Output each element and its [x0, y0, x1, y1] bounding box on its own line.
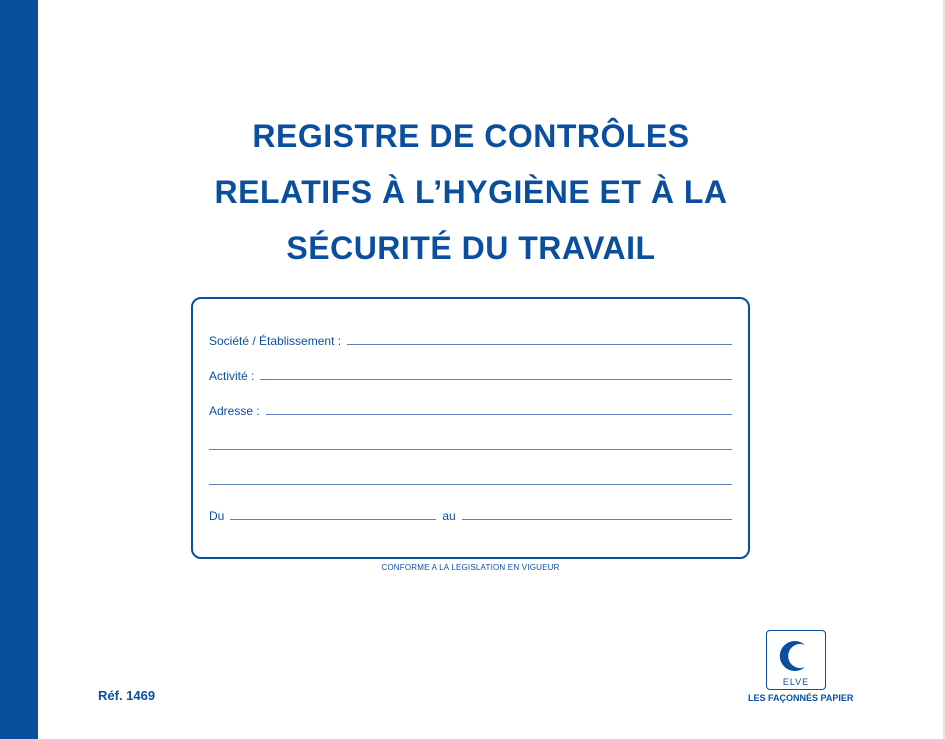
date-range-row	[209, 506, 732, 522]
adresse-label: Adresse :	[209, 404, 260, 418]
adresse-extra-row-1	[209, 436, 732, 452]
societe-row	[209, 331, 732, 347]
au-label: au	[442, 509, 456, 523]
title-line-3: SÉCURITÉ DU TRAVAIL	[286, 230, 656, 266]
reference-number: Réf. 1469	[98, 688, 156, 703]
adresse-row	[209, 401, 732, 417]
conformity-note: CONFORME A LA LEGISLATION EN VIGUEUR	[381, 563, 560, 572]
info-form-box	[191, 297, 750, 559]
adresse-extra-line-2	[209, 484, 732, 485]
adresse-extra-row-2	[209, 471, 732, 487]
societe-field-line	[347, 344, 732, 345]
brand-tagline: LES FAÇONNÉS PAPIER	[748, 693, 854, 703]
title-line-2: RELATIFS À L’HYGIÈNE ET À LA	[214, 174, 728, 210]
activite-field-line	[260, 379, 732, 380]
au-field-line	[462, 519, 732, 520]
societe-label: Société / Établissement :	[209, 334, 342, 348]
elve-logo	[766, 630, 826, 690]
adresse-extra-line-1	[209, 449, 732, 450]
activite-label: Activité :	[209, 369, 255, 383]
crescent-c-icon	[776, 636, 816, 676]
logo-text: ELVE	[782, 677, 810, 687]
title-line-1: REGISTRE DE CONTRÔLES	[252, 118, 690, 154]
activite-row	[209, 366, 732, 382]
adresse-field-line	[266, 414, 732, 415]
du-field-line	[230, 519, 436, 520]
cover-spine	[0, 0, 38, 739]
du-label: Du	[209, 509, 225, 523]
